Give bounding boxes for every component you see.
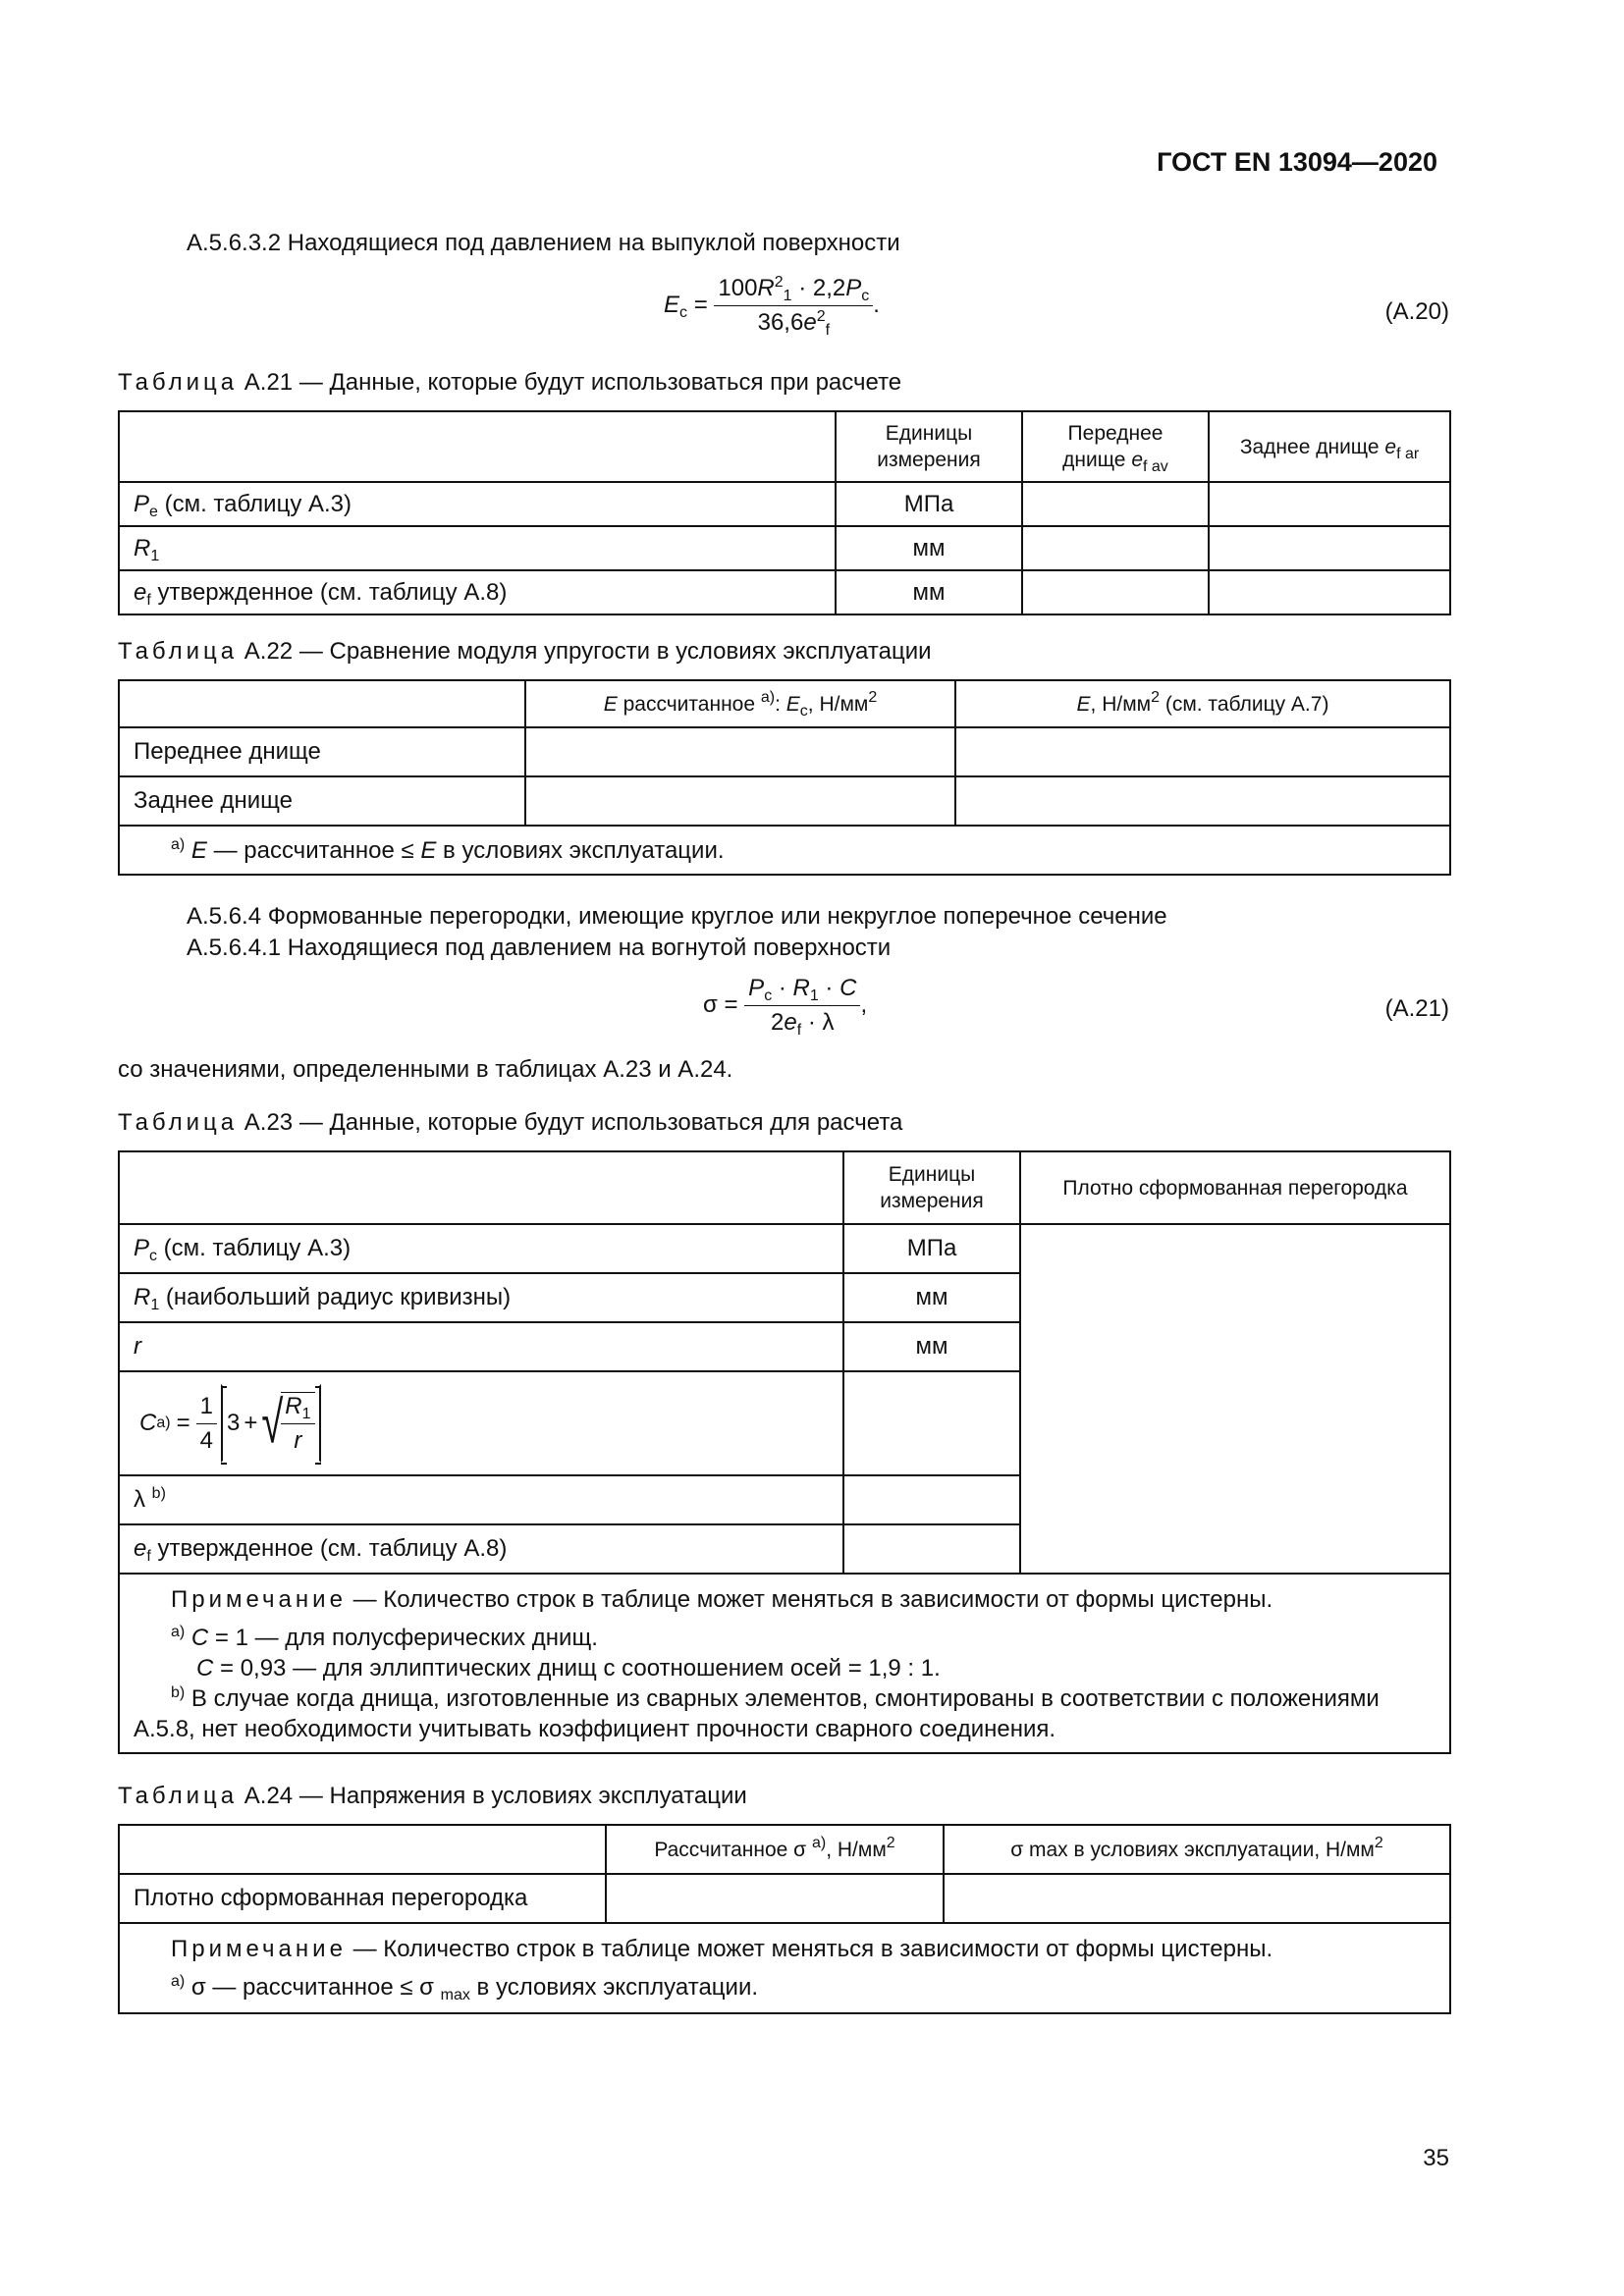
- formula-c: C а) = $\frac{1}{4}$ 3 + √ $\frac{R_1}{r}$: [119, 1371, 843, 1475]
- table-a23: [118, 1150, 1451, 1754]
- table-row: $P_c$ (см. таблицу А.3) МПа: [119, 1224, 1450, 1273]
- table-a22: [118, 679, 1451, 876]
- table-a23-partition-values: [1020, 1224, 1450, 1574]
- table-row: $e_f$ утвержденное (см. таблицу А.8): [119, 1524, 1450, 1574]
- table-a24: [118, 1824, 1451, 2014]
- page-number: 35: [1423, 2145, 1449, 2171]
- table-a21-header-rear: Заднее днище $e_{f ar}$: [1209, 411, 1450, 482]
- table-a24-notes: Примечание — Количество строк в таблице может меняться в зависимости от формы цистерны. $^{а)}$ σ — рассчитанное ≤ σ $_{max}$ в условиях эксплуатации.: [119, 1923, 1450, 2013]
- table-a22-header-calc: E рассчитанное $^{а)}$: $E_c$, $Н/мм^2$: [525, 680, 955, 727]
- section-heading-a5641: А.5.6.4.1 Находящиеся под давлением на вогнутой поверхности: [187, 934, 892, 961]
- document-header: ГОСТ EN 13094—2020: [1157, 147, 1437, 177]
- table-a22-caption: Таблица А.22 — Сравнение модуля упругости в условиях эксплуатации: [118, 638, 932, 665]
- table-a24-header-max: σ max в условиях эксплуатации, $Н/мм^2$: [944, 1825, 1450, 1874]
- table-a22-header-ref: E, $Н/мм^2$ (см. таблицу А.7): [955, 680, 1450, 727]
- table-a21-header-front: Переднее днище $e_{f av}$: [1022, 411, 1209, 482]
- table-a21-caption: Таблица А.21 — Данные, которые будут использоваться при расчете: [118, 369, 902, 396]
- table-row: $R_1$ (наибольший радиус кривизны) мм: [119, 1273, 1450, 1322]
- table-row: Заднее днище: [119, 776, 1450, 826]
- table-a23-header-partition: Плотно сформованная перегородка: [1020, 1151, 1450, 1224]
- table-a22-footnote: $^{а)}$ E — рассчитанное ≤ E в условиях эксплуатации.: [119, 826, 1450, 875]
- table-a24-caption: Таблица А.24 — Напряжения в условиях эксплуатации: [118, 1783, 747, 1809]
- table-row: $e_f$ утвержденное (см. таблицу А.8) мм: [119, 570, 1450, 614]
- table-a21-header-units: Единицы измерения: [836, 411, 1022, 482]
- table-row: $R_1$ мм: [119, 526, 1450, 570]
- section-heading-a564: А.5.6.4 Формованные перегородки, имеющие круглое или некруглое поперечное сечение: [187, 903, 1167, 930]
- equation-a20: $E_c$ = $\frac{100R^2_1 \cdot 2,2P_c}{36,6e^2_f}$ .: [664, 274, 880, 339]
- table-row: Переднее днище: [119, 727, 1450, 776]
- table-a24-header-calc: Рассчитанное σ $^{а)}$, $Н/мм^2$: [606, 1825, 944, 1874]
- table-row: r мм: [119, 1322, 1450, 1371]
- table-a23-caption: Таблица А.23 — Данные, которые будут использоваться для расчета: [118, 1109, 903, 1136]
- table-a21-header-blank: [119, 411, 836, 482]
- equation-a21-fraction: $\frac{P_c \cdot R_1 \cdot C}{2e_f \cdot \lambda}$: [744, 975, 860, 1037]
- equation-a21-number: (А.21): [1384, 995, 1449, 1022]
- table-a23-header-units: Единицы измерения: [843, 1151, 1020, 1224]
- equation-a20-number: (А.20): [1384, 298, 1449, 325]
- equation-a20-fraction: $\frac{100R^2_1 \cdot 2,2P_c}{36,6e^2_f}$: [714, 275, 873, 337]
- equation-a21: σ = $\frac{P_c \cdot R_1 \cdot C}{2e_f \cdot \lambda}$ ,: [703, 975, 868, 1039]
- table-row: $P_e$ (см. таблицу А.3) МПа: [119, 482, 1450, 526]
- values-text: со значениями, определенными в таблицах А.23 и А.24.: [118, 1056, 733, 1083]
- table-a23-notes: Примечание — Количество строк в таблице может меняться в зависимости от формы цистерны. $^{а)}$ C = 1 — для полусферических днищ. C = 0,93 — для эллиптических днищ с соотношением осей = 1,9 : 1. $^{b)}$ В случае когда днища, изготовленные из сварных элементов, смонтированы в соответствии с положениями А.5.8, нет необходимости учитывать коэффициент прочности сварного соединения.: [119, 1574, 1450, 1753]
- section-heading-a5632: А.5.6.3.2 Находящиеся под давлением на выпуклой поверхности: [187, 230, 900, 256]
- table-row: Плотно сформованная перегородка: [119, 1874, 1450, 1923]
- table-row: λ $^{b)}$: [119, 1475, 1450, 1524]
- table-a21: [118, 410, 1451, 615]
